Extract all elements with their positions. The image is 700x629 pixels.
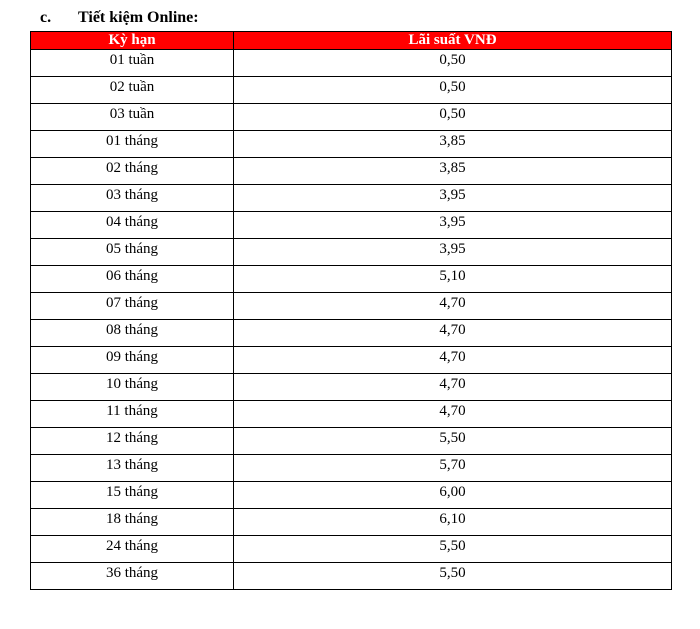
rate-cell: 6,00	[234, 482, 672, 509]
table-row	[31, 50, 672, 77]
term-cell: 12 tháng	[31, 428, 234, 455]
term-cell: 09 tháng	[31, 347, 234, 374]
table-row	[31, 482, 672, 509]
term-cell: 01 tuần	[31, 50, 234, 77]
term-cell: 07 tháng	[31, 293, 234, 320]
table-row	[31, 509, 672, 536]
rate-cell: 0,50	[234, 104, 672, 131]
rate-cell: 6,10	[234, 509, 672, 536]
table-row	[31, 77, 672, 104]
table-row	[31, 563, 672, 590]
rate-cell: 5,50	[234, 563, 672, 590]
section-marker: c.	[40, 9, 52, 26]
table-body	[31, 50, 672, 590]
table-row	[31, 185, 672, 212]
table-row	[31, 347, 672, 374]
term-cell: 15 tháng	[31, 482, 234, 509]
term-cell: 02 tháng	[31, 158, 234, 185]
table-row	[31, 131, 672, 158]
rate-cell: 3,85	[234, 131, 672, 158]
table-row	[31, 401, 672, 428]
table-row	[31, 374, 672, 401]
term-cell: 24 tháng	[31, 536, 234, 563]
table-row	[31, 266, 672, 293]
rate-cell: 5,50	[234, 536, 672, 563]
table-row	[31, 104, 672, 131]
table-row	[31, 320, 672, 347]
rate-cell: 4,70	[234, 374, 672, 401]
table-row	[31, 239, 672, 266]
table-row	[31, 455, 672, 482]
rate-cell: 3,85	[234, 158, 672, 185]
section-heading	[40, 8, 199, 28]
term-cell: 03 tháng	[31, 185, 234, 212]
term-cell: 13 tháng	[31, 455, 234, 482]
table-header	[31, 32, 672, 50]
rate-cell: 3,95	[234, 185, 672, 212]
rate-cell: 3,95	[234, 239, 672, 266]
rate-cell: 5,10	[234, 266, 672, 293]
term-cell: 08 tháng	[31, 320, 234, 347]
term-cell: 36 tháng	[31, 563, 234, 590]
rate-cell: 4,70	[234, 347, 672, 374]
rate-cell: 5,50	[234, 428, 672, 455]
table-row	[31, 212, 672, 239]
term-cell: 01 tháng	[31, 131, 234, 158]
header-row	[31, 32, 672, 50]
term-cell: 05 tháng	[31, 239, 234, 266]
rate-cell: 4,70	[234, 401, 672, 428]
rate-cell: 4,70	[234, 320, 672, 347]
table-row	[31, 428, 672, 455]
term-cell: 18 tháng	[31, 509, 234, 536]
term-cell: 02 tuần	[31, 77, 234, 104]
header-rate: Lãi suất VNĐ	[234, 32, 672, 50]
term-cell: 04 tháng	[31, 212, 234, 239]
rate-cell: 0,50	[234, 50, 672, 77]
term-cell: 11 tháng	[31, 401, 234, 428]
table-row	[31, 293, 672, 320]
rate-cell: 3,95	[234, 212, 672, 239]
rate-cell: 0,50	[234, 77, 672, 104]
header-term: Kỳ hạn	[31, 32, 234, 50]
term-cell: 03 tuần	[31, 104, 234, 131]
table-row	[31, 158, 672, 185]
rate-cell: 4,70	[234, 293, 672, 320]
term-cell: 06 tháng	[31, 266, 234, 293]
rate-cell: 5,70	[234, 455, 672, 482]
term-cell: 10 tháng	[31, 374, 234, 401]
section-title: Tiết kiệm Online:	[78, 9, 199, 26]
interest-rate-table	[30, 31, 672, 590]
table-row	[31, 536, 672, 563]
